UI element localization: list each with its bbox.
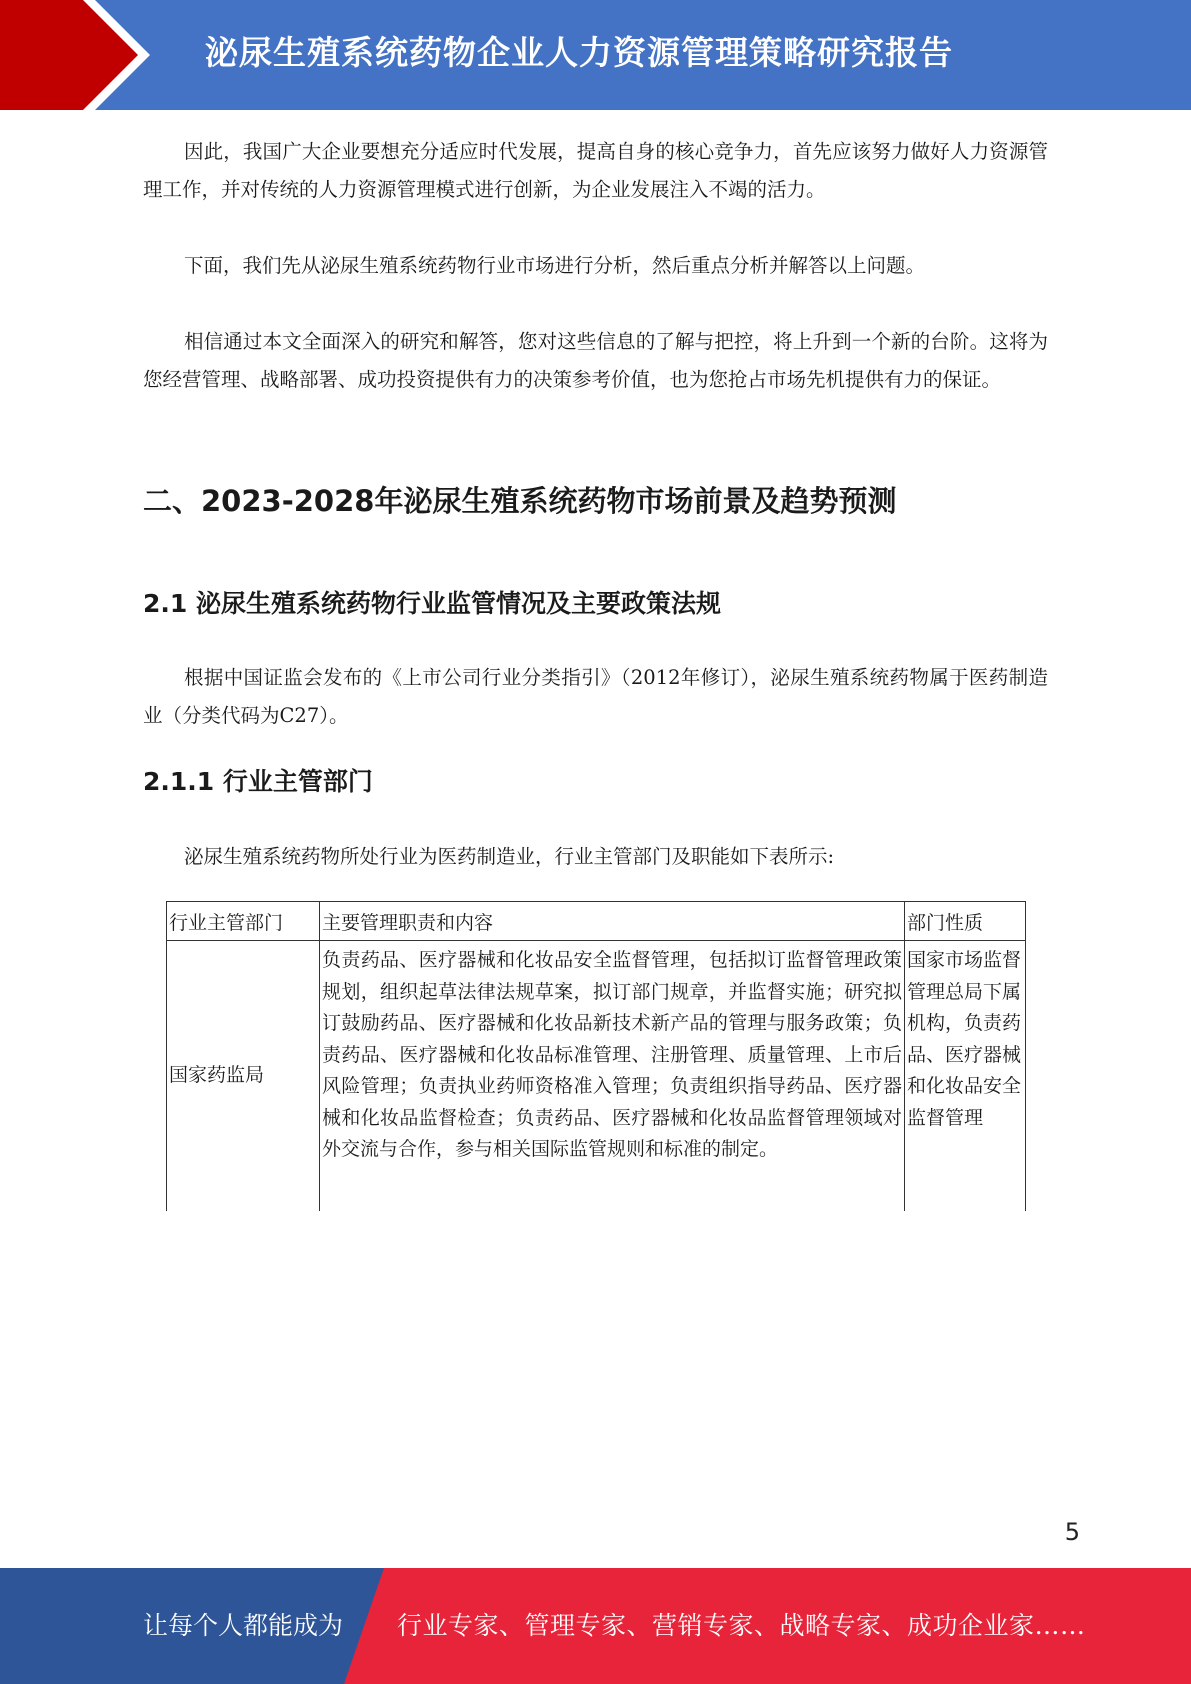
header-arrow-red: [0, 0, 138, 110]
table-header-duties: 主要管理职责和内容: [320, 902, 905, 941]
table-header-nature: 部门性质: [905, 902, 1026, 941]
table-row: [167, 941, 1026, 1212]
table-cell-nature: 国家市场监督管理总局下属机构，负责药品、医疗器械和化妆品安全监督管理: [905, 941, 1026, 1212]
intro-paragraph-3: 相信通过本文全面深入的研究和解答，您对这些信息的了解与把控，将上升到一个新的台阶。这将为您经营管理、战略部署、成功投资提供有力的决策参考价值，也为您抢占市场先机提供有力的保证。: [143, 330, 1048, 391]
intro-paragraph-1: 因此，我国广大企业要想充分适应时代发展，提高自身的核心竞争力，首先应该努力做好人力资源管理工作，并对传统的人力资源管理模式进行创新，为企业发展注入不竭的活力。: [143, 140, 1048, 201]
footer-slogan-left: 让每个人都能成为: [143, 1611, 344, 1640]
page-footer: [0, 1568, 1191, 1684]
header-title: 泌尿生殖系统药物企业人力资源管理策略研究报告: [205, 33, 953, 72]
subsection-paragraph: 根据中国证监会发布的《上市公司行业分类指引》（2012年修订），泌尿生殖系统药物属于医药制造业（分类代码为C27）。: [143, 666, 1048, 727]
table-header-department: 行业主管部门: [167, 902, 320, 941]
subsubsection-paragraph: 泌尿生殖系统药物所处行业为医药制造业，行业主管部门及职能如下表所示:: [184, 845, 835, 868]
subsection-heading: 2.1 泌尿生殖系统药物行业监管情况及主要政策法规: [143, 589, 721, 618]
table-header-row: [167, 902, 1026, 941]
footer-slogan-right: 行业专家、管理专家、营销专家、战略专家、成功企业家……: [397, 1611, 1086, 1640]
page-header: [0, 0, 1191, 110]
table-cell-department: 国家药监局: [167, 941, 320, 1212]
intro-paragraph-2: 下面，我们先从泌尿生殖系统药物行业市场进行分析，然后重点分析并解答以上问题。: [184, 254, 926, 277]
subsubsection-heading: 2.1.1 行业主管部门: [143, 767, 373, 796]
header-arrow-decoration: [0, 0, 160, 110]
regulator-table: [166, 901, 1026, 1211]
section-heading: 二、2023-2028年泌尿生殖系统药物市场前景及趋势预测: [143, 484, 897, 518]
table-cell-duties: 负责药品、医疗器械和化妆品安全监督管理，包括拟订监督管理政策规划，组织起草法律法规草案，拟订部门规章，并监督实施；研究拟订鼓励药品、医疗器械和化妆品新技术新产品的管理与服务政策；负责药品、医疗器械和化妆品标准管理、注册管理、质量管理、上市后风险管理；负责执业药师资格准入管理；负责组织指导药品、医疗器械和化妆品监督检查；负责药品、医疗器械和化妆品监督管理领域对外交流与合作，参与相关国际监管规则和标准的制定。: [320, 941, 905, 1212]
page-number: 5: [1064, 1518, 1080, 1546]
